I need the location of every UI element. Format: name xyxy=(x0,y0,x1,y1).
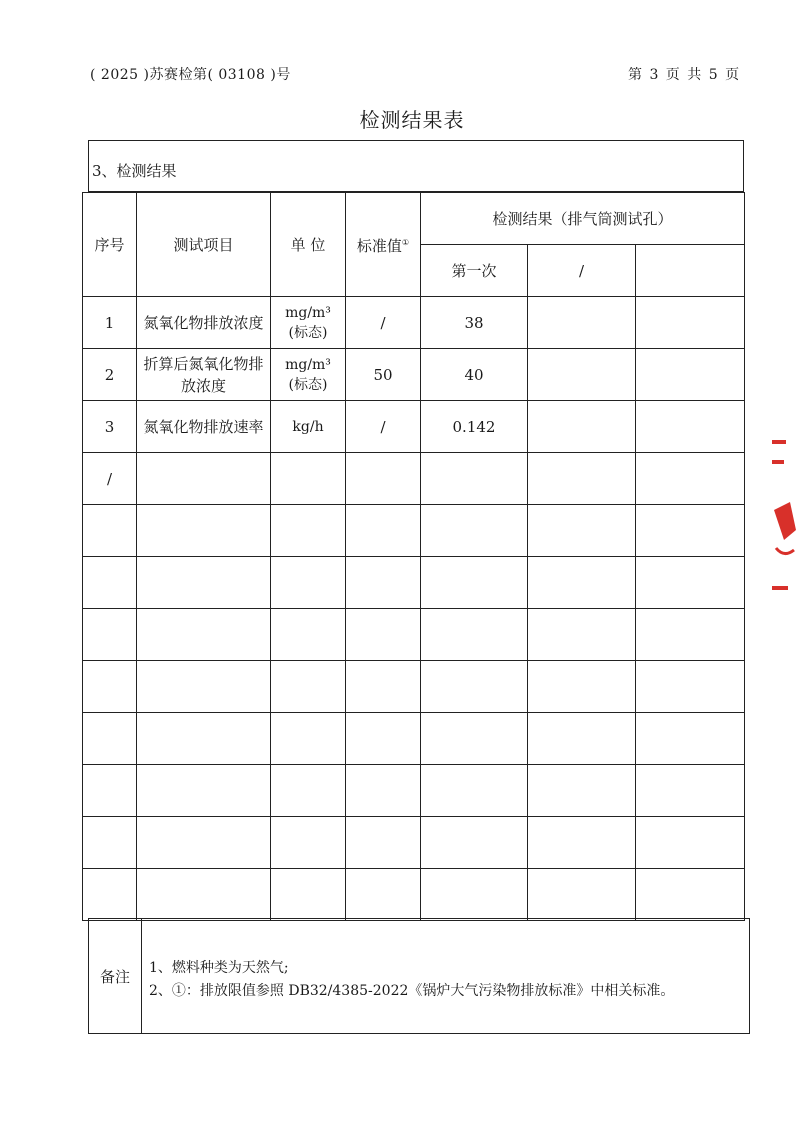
remarks-box xyxy=(88,918,750,1034)
cell-unit xyxy=(271,349,346,401)
document-number: ( 2025 )苏赛检第( 03108 )号 xyxy=(90,67,291,83)
empty-row xyxy=(83,765,745,817)
stamp-fragment xyxy=(770,430,800,600)
cell-seq: 1 xyxy=(83,297,137,349)
cell-result-2 xyxy=(528,349,636,401)
empty-row xyxy=(83,661,745,713)
unit-sub: (标态) xyxy=(288,324,328,341)
unit-sub: (标态) xyxy=(288,376,328,393)
cell-standard xyxy=(346,453,421,505)
section-frame xyxy=(88,140,744,192)
remark-line-2: 2、①：排放限值参照 DB32/4385-2022《锅炉大气污染物排放标准》中相关标准。 xyxy=(149,983,675,999)
cell-result-2 xyxy=(528,297,636,349)
unit-main: kg/h xyxy=(292,418,324,435)
empty-row xyxy=(83,609,745,661)
cell-result-1: 38 xyxy=(421,297,528,349)
cell-seq: 2 xyxy=(83,349,137,401)
cell-unit xyxy=(271,453,346,505)
table-row xyxy=(83,349,745,401)
header-standard-note: ① xyxy=(401,238,410,247)
cell-result-1: 40 xyxy=(421,349,528,401)
cell-result-3 xyxy=(636,401,745,453)
empty-row xyxy=(83,713,745,765)
cell-standard: 50 xyxy=(346,349,421,401)
header-standard xyxy=(346,193,421,297)
unit-main: mg/m³ xyxy=(285,304,331,321)
cell-result-1 xyxy=(421,453,528,505)
cell-standard: / xyxy=(346,401,421,453)
cell-unit xyxy=(271,401,346,453)
cell-item xyxy=(137,453,271,505)
cell-standard: / xyxy=(346,297,421,349)
header-second: / xyxy=(528,245,636,297)
header-third xyxy=(636,245,745,297)
table-row xyxy=(83,401,745,453)
empty-row xyxy=(83,505,745,557)
header-item: 测试项目 xyxy=(137,193,271,297)
cell-item: 氮氧化物排放速率 xyxy=(137,401,271,453)
cell-result-3 xyxy=(636,453,745,505)
page-info: 第 3 页 共 5 页 xyxy=(628,67,740,83)
section-label: 3、检测结果 xyxy=(92,162,177,180)
cell-seq: 3 xyxy=(83,401,137,453)
cell-item: 氮氧化物排放浓度 xyxy=(137,297,271,349)
cell-unit xyxy=(271,297,346,349)
unit-main: mg/m³ xyxy=(285,356,331,373)
cell-result-3 xyxy=(636,297,745,349)
header-seq: 序号 xyxy=(83,193,137,297)
empty-row xyxy=(83,817,745,869)
results-table xyxy=(82,192,745,921)
header-standard-label: 标准值 xyxy=(356,237,402,255)
remarks-label: 备注 xyxy=(89,919,142,1033)
table-row xyxy=(83,453,745,505)
page-title: 检测结果表 xyxy=(359,108,465,132)
empty-row xyxy=(83,557,745,609)
cell-result-1: 0.142 xyxy=(421,401,528,453)
remark-line-1: 1、燃料种类为天然气; xyxy=(149,960,289,976)
remarks-lines xyxy=(149,957,674,1003)
table-row xyxy=(83,297,745,349)
header-results-group: 检测结果（排气筒测试孔） xyxy=(421,193,745,245)
header-row-1 xyxy=(83,193,745,245)
cell-result-2 xyxy=(528,453,636,505)
cell-seq: / xyxy=(83,453,137,505)
cell-item: 折算后氮氧化物排放浓度 xyxy=(137,349,271,401)
empty-row xyxy=(83,869,745,921)
cell-result-3 xyxy=(636,349,745,401)
header-unit: 单 位 xyxy=(271,193,346,297)
cell-result-2 xyxy=(528,401,636,453)
header-first: 第一次 xyxy=(421,245,528,297)
